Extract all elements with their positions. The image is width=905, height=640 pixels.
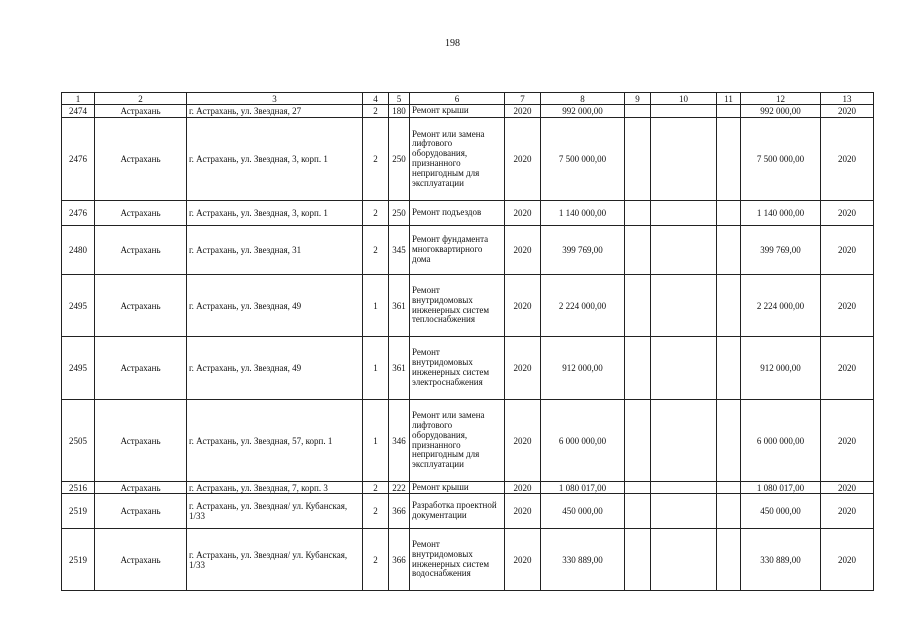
total-cost-cell: 1 140 000,00 xyxy=(741,201,821,226)
locality-cell: Астрахань xyxy=(95,275,187,337)
col10-cell xyxy=(651,105,717,118)
address-cell: г. Астрахань, ул. Звездная/ ул. Кубанская, 1/33 xyxy=(187,494,363,529)
cost-cell: 1 140 000,00 xyxy=(541,201,625,226)
cost-cell: 6 000 000,00 xyxy=(541,400,625,482)
column-number-cell: 1 xyxy=(62,93,95,105)
col11-cell xyxy=(717,118,741,201)
cost-cell: 450 000,00 xyxy=(541,494,625,529)
column-number-cell: 11 xyxy=(717,93,741,105)
year-cell: 2020 xyxy=(505,118,541,201)
col9-cell xyxy=(625,529,651,591)
cost-cell: 330 889,00 xyxy=(541,529,625,591)
col11-cell xyxy=(717,201,741,226)
col5-cell: 250 xyxy=(389,118,410,201)
col9-cell xyxy=(625,105,651,118)
col10-cell xyxy=(651,494,717,529)
table-row xyxy=(62,201,874,226)
record-id-cell: 2495 xyxy=(62,275,95,337)
total-cost-cell: 2 224 000,00 xyxy=(741,275,821,337)
col10-cell xyxy=(651,529,717,591)
address-cell: г. Астрахань, ул. Звездная/ ул. Кубанская, 1/33 xyxy=(187,529,363,591)
column-number-cell: 10 xyxy=(651,93,717,105)
end-year-cell: 2020 xyxy=(821,105,874,118)
address-cell: г. Астрахань, ул. Звездная, 3, корп. 1 xyxy=(187,118,363,201)
col5-cell: 361 xyxy=(389,275,410,337)
total-cost-cell: 7 500 000,00 xyxy=(741,118,821,201)
col11-cell xyxy=(717,226,741,275)
record-id-cell: 2505 xyxy=(62,400,95,482)
column-number-cell: 5 xyxy=(389,93,410,105)
address-cell: г. Астрахань, ул. Звездная, 57, корп. 1 xyxy=(187,400,363,482)
col10-cell xyxy=(651,337,717,400)
column-number-cell: 9 xyxy=(625,93,651,105)
end-year-cell: 2020 xyxy=(821,201,874,226)
locality-cell: Астрахань xyxy=(95,494,187,529)
year-cell: 2020 xyxy=(505,105,541,118)
col11-cell xyxy=(717,105,741,118)
total-cost-cell: 330 889,00 xyxy=(741,529,821,591)
record-id-cell: 2495 xyxy=(62,337,95,400)
year-cell: 2020 xyxy=(505,337,541,400)
table-row xyxy=(62,337,874,400)
col11-cell xyxy=(717,529,741,591)
total-cost-cell: 399 769,00 xyxy=(741,226,821,275)
record-id-cell: 2480 xyxy=(62,226,95,275)
end-year-cell: 2020 xyxy=(821,482,874,494)
work-type-cell: Ремонт внутридомовых инженерных систем электроснабжения xyxy=(410,337,505,400)
col4-cell: 1 xyxy=(363,400,389,482)
col5-cell: 366 xyxy=(389,494,410,529)
work-type-cell: Ремонт внутридомовых инженерных систем водоснабжения xyxy=(410,529,505,591)
locality-cell: Астрахань xyxy=(95,337,187,400)
locality-cell: Астрахань xyxy=(95,118,187,201)
year-cell: 2020 xyxy=(505,275,541,337)
col10-cell xyxy=(651,201,717,226)
column-number-row xyxy=(62,93,874,105)
column-number-cell: 6 xyxy=(410,93,505,105)
col9-cell xyxy=(625,337,651,400)
cost-cell: 1 080 017,00 xyxy=(541,482,625,494)
cost-cell: 912 000,00 xyxy=(541,337,625,400)
col10-cell xyxy=(651,118,717,201)
col5-cell: 222 xyxy=(389,482,410,494)
address-cell: г. Астрахань, ул. Звездная, 31 xyxy=(187,226,363,275)
address-cell: г. Астрахань, ул. Звездная, 49 xyxy=(187,275,363,337)
col4-cell: 1 xyxy=(363,337,389,400)
col4-cell: 2 xyxy=(363,482,389,494)
table-row xyxy=(62,118,874,201)
col11-cell xyxy=(717,400,741,482)
col9-cell xyxy=(625,400,651,482)
col11-cell xyxy=(717,482,741,494)
work-type-cell: Ремонт подъездов xyxy=(410,201,505,226)
address-cell: г. Астрахань, ул. Звездная, 7, корп. 3 xyxy=(187,482,363,494)
col5-cell: 346 xyxy=(389,400,410,482)
work-type-cell: Ремонт крыши xyxy=(410,482,505,494)
page-number: 198 xyxy=(445,38,460,49)
col4-cell: 2 xyxy=(363,226,389,275)
work-type-cell: Ремонт фундамента многоквартирного дома xyxy=(410,226,505,275)
locality-cell: Астрахань xyxy=(95,529,187,591)
locality-cell: Астрахань xyxy=(95,226,187,275)
cost-cell: 2 224 000,00 xyxy=(541,275,625,337)
end-year-cell: 2020 xyxy=(821,275,874,337)
col4-cell: 2 xyxy=(363,201,389,226)
year-cell: 2020 xyxy=(505,226,541,275)
col5-cell: 180 xyxy=(389,105,410,118)
table-row xyxy=(62,482,874,494)
work-type-cell: Ремонт или замена лифтового оборудования, признанного непригодным для эксплуатации xyxy=(410,400,505,482)
end-year-cell: 2020 xyxy=(821,226,874,275)
year-cell: 2020 xyxy=(505,529,541,591)
column-number-cell: 8 xyxy=(541,93,625,105)
year-cell: 2020 xyxy=(505,494,541,529)
year-cell: 2020 xyxy=(505,482,541,494)
col9-cell xyxy=(625,201,651,226)
cost-cell: 992 000,00 xyxy=(541,105,625,118)
work-type-cell: Ремонт крыши xyxy=(410,105,505,118)
work-type-cell: Ремонт внутридомовых инженерных систем теплоснабжения xyxy=(410,275,505,337)
column-number-cell: 4 xyxy=(363,93,389,105)
table-row xyxy=(62,275,874,337)
col11-cell xyxy=(717,337,741,400)
col11-cell xyxy=(717,275,741,337)
col4-cell: 2 xyxy=(363,105,389,118)
total-cost-cell: 912 000,00 xyxy=(741,337,821,400)
table-row xyxy=(62,494,874,529)
record-id-cell: 2519 xyxy=(62,494,95,529)
table-row xyxy=(62,226,874,275)
record-id-cell: 2516 xyxy=(62,482,95,494)
col4-cell: 2 xyxy=(363,529,389,591)
total-cost-cell: 450 000,00 xyxy=(741,494,821,529)
repair-program-table xyxy=(61,92,874,591)
col9-cell xyxy=(625,226,651,275)
total-cost-cell: 992 000,00 xyxy=(741,105,821,118)
cost-cell: 399 769,00 xyxy=(541,226,625,275)
col5-cell: 366 xyxy=(389,529,410,591)
col5-cell: 345 xyxy=(389,226,410,275)
locality-cell: Астрахань xyxy=(95,105,187,118)
total-cost-cell: 6 000 000,00 xyxy=(741,400,821,482)
record-id-cell: 2474 xyxy=(62,105,95,118)
end-year-cell: 2020 xyxy=(821,118,874,201)
end-year-cell: 2020 xyxy=(821,337,874,400)
column-number-cell: 7 xyxy=(505,93,541,105)
locality-cell: Астрахань xyxy=(95,201,187,226)
work-type-cell: Разработка проектной документации xyxy=(410,494,505,529)
work-type-cell: Ремонт или замена лифтового оборудования, признанного непригодным для эксплуатации xyxy=(410,118,505,201)
col9-cell xyxy=(625,482,651,494)
record-id-cell: 2519 xyxy=(62,529,95,591)
table-row xyxy=(62,400,874,482)
record-id-cell: 2476 xyxy=(62,201,95,226)
column-number-cell: 13 xyxy=(821,93,874,105)
col10-cell xyxy=(651,400,717,482)
col4-cell: 1 xyxy=(363,275,389,337)
locality-cell: Астрахань xyxy=(95,400,187,482)
table-row xyxy=(62,529,874,591)
end-year-cell: 2020 xyxy=(821,494,874,529)
address-cell: г. Астрахань, ул. Звездная, 3, корп. 1 xyxy=(187,201,363,226)
end-year-cell: 2020 xyxy=(821,529,874,591)
locality-cell: Астрахань xyxy=(95,482,187,494)
total-cost-cell: 1 080 017,00 xyxy=(741,482,821,494)
record-id-cell: 2476 xyxy=(62,118,95,201)
col5-cell: 250 xyxy=(389,201,410,226)
column-number-cell: 12 xyxy=(741,93,821,105)
column-number-cell: 3 xyxy=(187,93,363,105)
end-year-cell: 2020 xyxy=(821,400,874,482)
col9-cell xyxy=(625,494,651,529)
table-row xyxy=(62,105,874,118)
address-cell: г. Астрахань, ул. Звездная, 27 xyxy=(187,105,363,118)
column-number-cell: 2 xyxy=(95,93,187,105)
col9-cell xyxy=(625,118,651,201)
col4-cell: 2 xyxy=(363,118,389,201)
col11-cell xyxy=(717,494,741,529)
col10-cell xyxy=(651,275,717,337)
col9-cell xyxy=(625,275,651,337)
year-cell: 2020 xyxy=(505,201,541,226)
year-cell: 2020 xyxy=(505,400,541,482)
col10-cell xyxy=(651,226,717,275)
address-cell: г. Астрахань, ул. Звездная, 49 xyxy=(187,337,363,400)
col5-cell: 361 xyxy=(389,337,410,400)
col4-cell: 2 xyxy=(363,494,389,529)
cost-cell: 7 500 000,00 xyxy=(541,118,625,201)
col10-cell xyxy=(651,482,717,494)
